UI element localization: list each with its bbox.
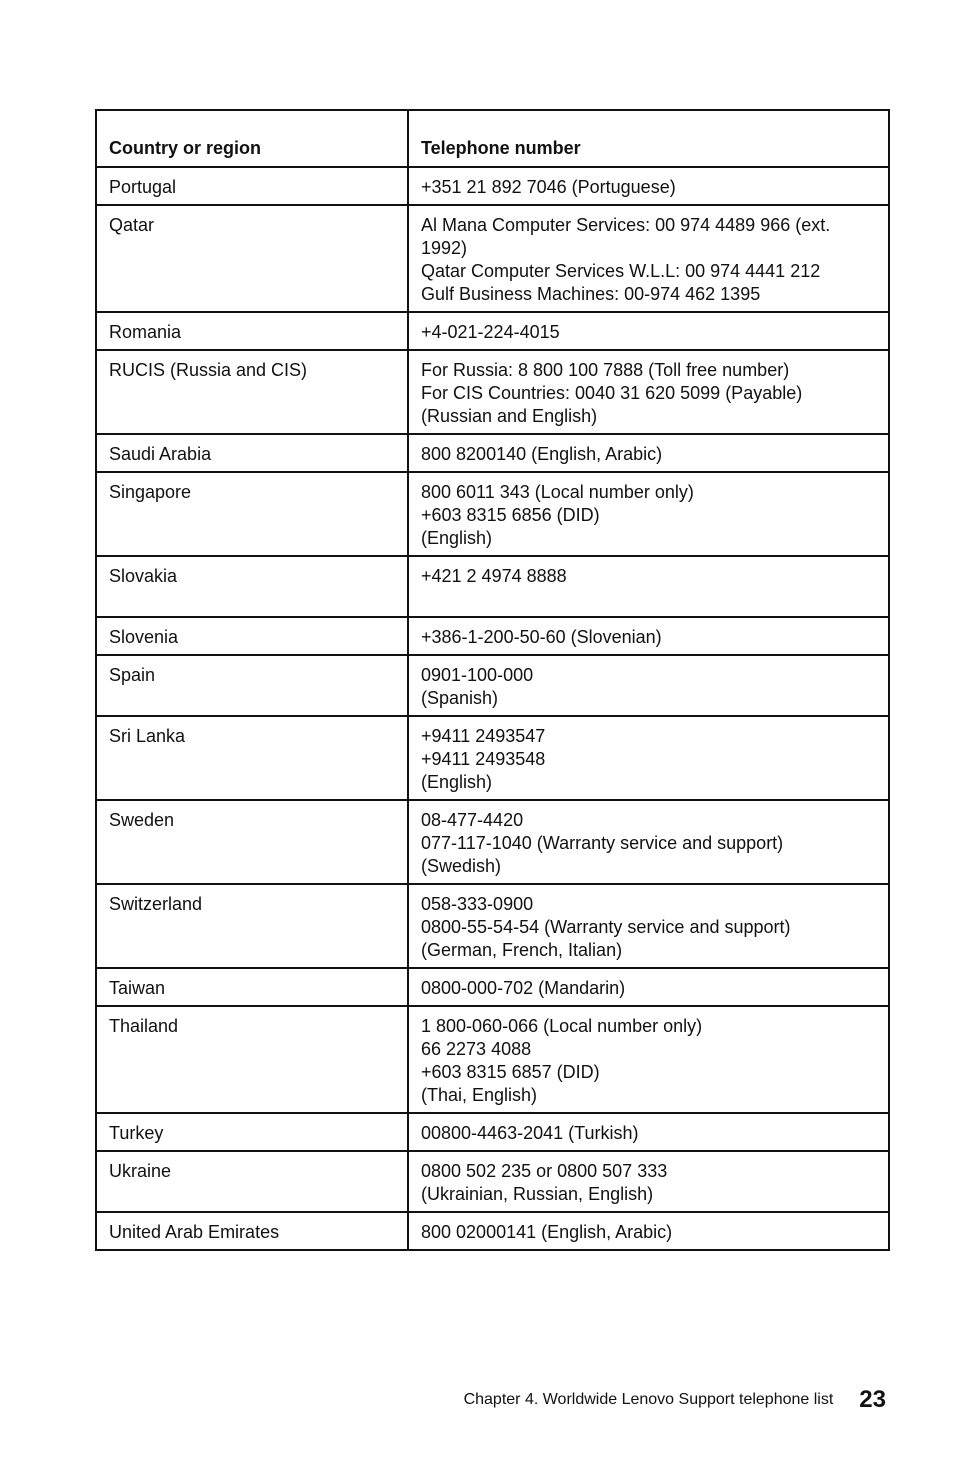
table-row bbox=[96, 884, 889, 968]
phone-cell bbox=[408, 312, 889, 350]
support-phone-table bbox=[95, 109, 890, 1251]
phone-line: (German, French, Italian) bbox=[421, 940, 623, 960]
country-cell: Ukraine bbox=[96, 1151, 408, 1212]
phone-cell bbox=[408, 472, 889, 556]
phone-cell bbox=[408, 167, 889, 205]
phone-line: +421 2 4974 8888 bbox=[421, 566, 567, 586]
phone-cell bbox=[408, 968, 889, 1006]
table-row bbox=[96, 167, 889, 205]
phone-cell bbox=[408, 1006, 889, 1113]
country-cell: Spain bbox=[96, 655, 408, 716]
phone-line: Gulf Business Machines: 00-974 462 1395 bbox=[421, 284, 761, 304]
phone-line: 800 02000141 (English, Arabic) bbox=[421, 1222, 673, 1242]
country-cell: Slovakia bbox=[96, 556, 408, 617]
country-cell: Sri Lanka bbox=[96, 716, 408, 800]
phone-line: +4-021-224-4015 bbox=[421, 322, 560, 342]
table-row bbox=[96, 716, 889, 800]
phone-cell bbox=[408, 434, 889, 472]
table-row bbox=[96, 1212, 889, 1250]
table-row bbox=[96, 655, 889, 716]
chapter-title: Chapter 4. Worldwide Lenovo Support telephone list bbox=[463, 1391, 834, 1408]
phone-line: Al Mana Computer Services: 00 974 4489 966 (ext. 1992) bbox=[421, 215, 831, 258]
country-cell: Portugal bbox=[96, 167, 408, 205]
phone-line: 0800-000-702 (Mandarin) bbox=[421, 978, 626, 998]
phone-cell bbox=[408, 1113, 889, 1151]
phone-line: +386-1-200-50-60 (Slovenian) bbox=[421, 627, 662, 647]
phone-line: +351 21 892 7046 (Portuguese) bbox=[421, 177, 676, 197]
table-row bbox=[96, 1006, 889, 1113]
phone-cell bbox=[408, 1212, 889, 1250]
country-cell: Taiwan bbox=[96, 968, 408, 1006]
country-cell: RUCIS (Russia and CIS) bbox=[96, 350, 408, 434]
phone-line: +9411 2493547 bbox=[421, 726, 546, 746]
phone-line: 0800-55-54-54 (Warranty service and support) bbox=[421, 917, 791, 937]
phone-cell bbox=[408, 884, 889, 968]
phone-line: For CIS Countries: 0040 31 620 5099 (Payable) bbox=[421, 383, 803, 403]
table-row bbox=[96, 1151, 889, 1212]
table-row bbox=[96, 617, 889, 655]
table-row bbox=[96, 1113, 889, 1151]
phone-line: +9411 2493548 bbox=[421, 749, 546, 769]
phone-cell bbox=[408, 350, 889, 434]
phone-line: (English) bbox=[421, 528, 493, 548]
phone-line: 0901-100-000 bbox=[421, 665, 534, 685]
country-cell: Thailand bbox=[96, 1006, 408, 1113]
phone-cell bbox=[408, 716, 889, 800]
table-row bbox=[96, 472, 889, 556]
table-row bbox=[96, 800, 889, 884]
table-row bbox=[96, 434, 889, 472]
phone-line: 66 2273 4088 bbox=[421, 1039, 532, 1059]
phone-line: +603 8315 6856 (DID) bbox=[421, 505, 600, 525]
phone-line: 077-117-1040 (Warranty service and support) bbox=[421, 833, 784, 853]
phone-line: 00800-4463-2041 (Turkish) bbox=[421, 1123, 639, 1143]
table-row bbox=[96, 968, 889, 1006]
phone-line: 800 6011 343 (Local number only) bbox=[421, 482, 694, 502]
phone-line: (Thai, English) bbox=[421, 1085, 538, 1105]
phone-line: (Ukrainian, Russian, English) bbox=[421, 1184, 654, 1204]
table-row bbox=[96, 350, 889, 434]
page-footer bbox=[464, 1382, 886, 1418]
phone-column-header: Telephone number bbox=[408, 110, 889, 167]
phone-line: (English) bbox=[421, 772, 493, 792]
table-body bbox=[96, 167, 889, 1250]
phone-line: 1 800-060-066 (Local number only) bbox=[421, 1016, 703, 1036]
phone-line bbox=[421, 588, 876, 611]
phone-line: 08-477-4420 bbox=[421, 810, 524, 830]
country-cell: Turkey bbox=[96, 1113, 408, 1151]
country-cell: Singapore bbox=[96, 472, 408, 556]
phone-line: (Swedish) bbox=[421, 856, 502, 876]
table-row bbox=[96, 205, 889, 312]
country-cell: Slovenia bbox=[96, 617, 408, 655]
phone-cell bbox=[408, 800, 889, 884]
phone-line: 058-333-0900 bbox=[421, 894, 534, 914]
phone-line: (Spanish) bbox=[421, 688, 499, 708]
phone-cell bbox=[408, 1151, 889, 1212]
phone-cell bbox=[408, 655, 889, 716]
phone-line: 0800 502 235 or 0800 507 333 bbox=[421, 1161, 668, 1181]
country-cell: Saudi Arabia bbox=[96, 434, 408, 472]
phone-cell bbox=[408, 205, 889, 312]
country-cell: Romania bbox=[96, 312, 408, 350]
phone-line: +603 8315 6857 (DID) bbox=[421, 1062, 600, 1082]
table-header-row bbox=[96, 110, 889, 167]
phone-cell bbox=[408, 617, 889, 655]
page-number: 23 bbox=[859, 1386, 886, 1413]
country-cell: Sweden bbox=[96, 800, 408, 884]
country-cell: United Arab Emirates bbox=[96, 1212, 408, 1250]
country-cell: Switzerland bbox=[96, 884, 408, 968]
country-cell: Qatar bbox=[96, 205, 408, 312]
table-row bbox=[96, 312, 889, 350]
phone-line: Qatar Computer Services W.L.L: 00 974 4441 212 bbox=[421, 261, 821, 281]
phone-line: (Russian and English) bbox=[421, 406, 598, 426]
phone-cell bbox=[408, 556, 889, 617]
phone-line: For Russia: 8 800 100 7888 (Toll free number) bbox=[421, 360, 790, 380]
table-row bbox=[96, 556, 889, 617]
phone-line: 800 8200140 (English, Arabic) bbox=[421, 444, 663, 464]
country-column-header: Country or region bbox=[96, 110, 408, 167]
